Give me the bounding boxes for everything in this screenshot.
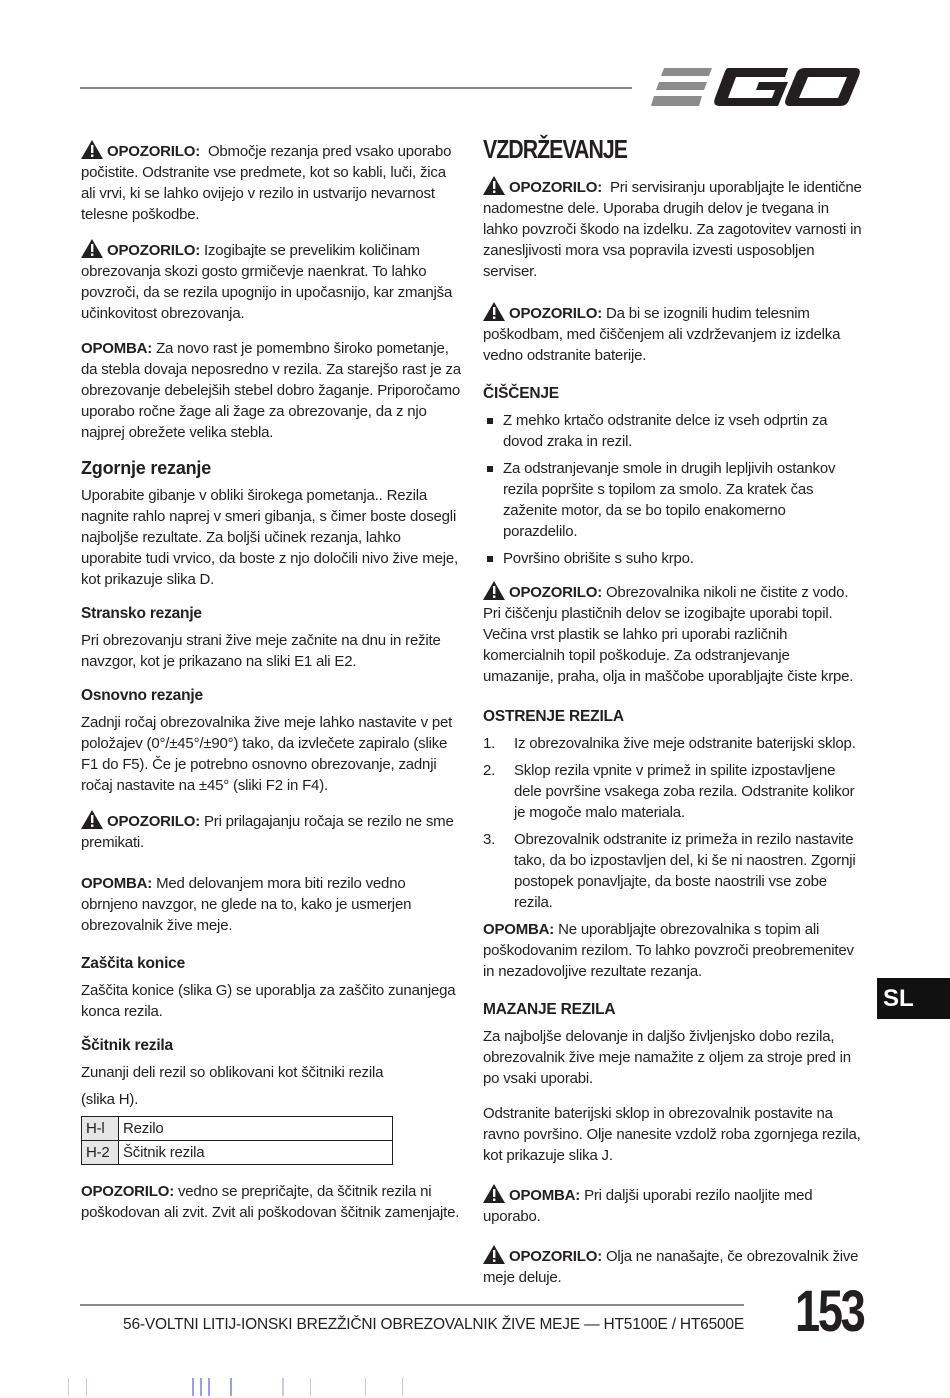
warning-text: Območje rezanja pred vsako uporabo počistite. Odstranite vse predmete, kot so kabli, luči, žica ali vrvi, ki se lahko ovijejo v rezilo in ustvarijo nevarnost telesne poškodbe. xyxy=(81,143,452,223)
warning-text: Izogibajte se prevelikim količinam obrezovanja skozi gosto grmičevje naenkrat. To lahko povzroči, da se rezila upognijo in upočasnijo, kar zmanjša učinkovitost obrezovanja. xyxy=(81,242,453,322)
warning-no-water xyxy=(483,581,863,687)
list-number: 2. xyxy=(483,762,496,779)
warning-text: Da bi se izognili hudim telesnim poškodbam, med čiščenjem ali vzdrževanjem iz izdelka vedno odstranite baterije. xyxy=(483,305,841,364)
note-label: OPOMBA: xyxy=(483,921,555,938)
left-column xyxy=(81,140,461,1237)
warning-icon xyxy=(81,140,103,159)
list-item xyxy=(483,760,863,823)
table-value: Ščitnik rezila xyxy=(119,1141,393,1165)
note-label: OPOMBA: xyxy=(509,1187,581,1204)
footer-title: 56-VOLTNI LITIJ-IONSKI BREZŽIČNI OBREZOVALNIK ŽIVE MEJE — HT5100E / HT6500E xyxy=(123,1316,744,1333)
warning-icon xyxy=(483,302,505,321)
header-rule xyxy=(80,87,632,89)
note-text: Ne uporabljajte obrezovalnika s topim ali poškodovanim rezilom. To lahko povzroči preobremenitev in nezadovoljive rezultate rezanja. xyxy=(483,921,854,980)
note-text: Pri daljši uporabi rezilo naoljite med uporabo. xyxy=(483,1187,813,1225)
ego-logo xyxy=(650,62,862,112)
crop-mark xyxy=(365,1378,366,1396)
warning-label: OPOZORILO: xyxy=(509,305,602,322)
crop-mark xyxy=(310,1378,311,1396)
table-value: Rezilo xyxy=(119,1117,393,1141)
warning-label: OPOZORILO: xyxy=(509,1248,602,1265)
warning-icon xyxy=(483,176,505,195)
top-cutting-text: Uporabite gibanje v obliki širokega pometanja.. Rezila nagnite rahlo naprej v smeri gibanja, s čimer boste dosegli najboljše rezultate. Za boljši učinek rezanja, lahko uporabite tudi vrvico, da boste z njo določili nivo žive meje, kot prikazuje slika D. xyxy=(81,487,458,588)
heading-sharpening: OSTRENJE REZILA xyxy=(483,708,624,725)
note-label: OPOMBA: xyxy=(81,340,153,357)
warning-dense-brush xyxy=(81,239,461,324)
crop-mark xyxy=(282,1378,284,1396)
warning-remove-battery xyxy=(483,302,863,366)
list-text: Sklop rezila vpnite v primež in spilite izpostavljene dele površine vsakega zoba rezila. Odstranite kolikor je mogoče malo materiala. xyxy=(514,762,855,821)
cleaning-list xyxy=(483,410,863,569)
lubrication-text-2: Odstranite baterijski sklop in obrezovalnik postavite na ravno površino. Olje nanesite vzdolž roba zgornjega rezila, kot prikazuje slika J. xyxy=(483,1105,861,1164)
table-key: H-l xyxy=(82,1117,119,1141)
tip-guard-text: Zaščita konice (slika G) se uporablja za zaščito zunanjega konca rezila. xyxy=(81,982,456,1020)
warning-text: Pri servisiranju uporabljajte le identične nadomestne dele. Uporaba drugih delov je tvegana in lahko povzroči škodo na izdelku. Za zagotovitev varnosti in zanesljivosti mora vsa popravila izvesti usposobljen serviser. xyxy=(483,179,862,280)
warning-handle-adjust xyxy=(81,810,461,853)
warning-label: OPOZORILO: xyxy=(107,242,200,259)
list-text: Iz obrezovalnika žive meje odstranite baterijski sklop. xyxy=(514,735,856,752)
note-text: Za novo rast je pomembno široko pometanje, da stebla dovaja neposredno v rezila. Za starejšo rast je za obrezovanje debelejših stebel dobro žaganje. Priporočamo uporabo ročne žage ali žage za obrezovanje, da z njo najprej obrežete velika stebla. xyxy=(81,340,461,441)
warning-icon xyxy=(483,1184,505,1203)
list-item xyxy=(483,829,863,913)
table-row xyxy=(82,1117,393,1141)
footer-rule xyxy=(80,1304,744,1306)
warning-icon xyxy=(81,810,103,829)
list-item xyxy=(483,733,863,754)
heading-side-cutting: Stransko rezanje xyxy=(81,605,202,622)
heading-basic-cutting: Osnovno rezanje xyxy=(81,687,203,704)
note-extended-use xyxy=(483,1184,863,1227)
crop-mark xyxy=(192,1378,194,1396)
heading-maintenance: VZDRŽEVANJE xyxy=(483,134,627,164)
heading-cleaning: ČIŠČENJE xyxy=(483,385,559,402)
table-row xyxy=(82,1141,393,1165)
warning-text: Obrezovalnika nikoli ne čistite z vodo. Pri čiščenju plastičnih delov se izogibajte uporabi topil. Večina vrst plastik se lahko pri uporabi različnih komercialnih topil poškoduje. Za odstranjevanje umazanije, praha, olja in maščobe uporabljajte čiste krpe. xyxy=(483,584,854,685)
heading-tip-guard: Zaščita konice xyxy=(81,955,186,972)
warning-label: OPOZORILO: xyxy=(107,813,200,830)
crop-mark xyxy=(200,1378,202,1396)
list-number: 3. xyxy=(483,831,496,848)
crop-mark xyxy=(208,1378,210,1396)
heading-lubrication: MAZANJE REZILA xyxy=(483,1001,616,1018)
warning-replacement-parts xyxy=(483,176,863,282)
warning-clear-area xyxy=(81,140,461,225)
language-tab: SL xyxy=(877,978,950,1019)
warning-text: Olja ne nanašajte, če obrezovalnik žive meje deluje. xyxy=(483,1248,859,1286)
page-number: 153 xyxy=(795,1279,864,1344)
list-item: Površino obrišite s suho krpo. xyxy=(483,548,863,569)
warning-text: Pri prilagajanju ročaja se rezilo ne sme premikati. xyxy=(81,813,454,851)
note-sweeping xyxy=(81,338,461,443)
heading-blade-guard: Ščitnik rezila xyxy=(81,1037,173,1054)
note-blade-orientation xyxy=(81,873,461,936)
warning-guard-damage xyxy=(81,1181,461,1223)
warning-label: OPOZORILO: xyxy=(81,1183,174,1200)
warning-text: vedno se prepričajte, da ščitnik rezila ni poškodovan ali zvit. Zvit ali poškodovan ščitnik zamenjajte. xyxy=(81,1183,460,1221)
list-item: Z mehko krtačo odstranite delce iz vseh odprtin za dovod zraka in rezil. xyxy=(483,410,863,452)
blade-guard-text: Zunanji deli rezil so oblikovani kot ščitniki rezila xyxy=(81,1064,384,1081)
table-key: H-2 xyxy=(82,1141,119,1165)
warning-icon xyxy=(81,239,103,258)
list-number: 1. xyxy=(483,735,496,752)
list-text: Obrezovalnik odstranite iz primeža in rezilo nastavite tako, da bo izpostavljen del, ki še ni naostren. Zgornji postopek ponavljajte, da boste naostrili vse zobe rezila. xyxy=(514,831,856,911)
warning-icon xyxy=(483,581,505,600)
lubrication-text-1: Za najboljše delovanje in daljšo življenjsko dobo rezila, obrezovalnik žive meje namažite z oljem za stroje pred in po vsaki uporabi. xyxy=(483,1028,851,1087)
warning-label: OPOZORILO: xyxy=(509,179,602,196)
crop-mark xyxy=(68,1378,69,1396)
blade-guard-figure-ref: (slika H). xyxy=(81,1091,139,1108)
right-column xyxy=(483,134,863,1302)
list-item: Za odstranjevanje smole in drugih lepljivih ostankov rezila popršite s topilom za smolo. Za kratek čas zaženite motor, da se bo topilo enakomerno porazdelilo. xyxy=(483,458,863,542)
warning-label: OPOZORILO: xyxy=(509,584,602,601)
side-cutting-text: Pri obrezovanju strani žive meje začnite na dnu in režite navzgor, kot je prikazano na sliki E1 ali E2. xyxy=(81,632,441,670)
crop-mark xyxy=(402,1378,403,1396)
crop-mark xyxy=(230,1378,232,1396)
note-label: OPOMBA: xyxy=(81,875,153,892)
warning-label: OPOZORILO: xyxy=(107,143,200,160)
note-text: Med delovanjem mora biti rezilo vedno obrnjeno navzgor, ne glede na to, kako je usmerjen obrezovalnik žive meje. xyxy=(81,875,412,934)
basic-cutting-text: Zadnji ročaj obrezovalnika žive meje lahko nastavite v pet položajev (0°/±45°/±90°) tako, da izvlečete zapiralo (slike F1 do F5). Če je potrebno osnovno obrezovanje, zadnji ročaj nastavite na ±45° (sliki F2 in F4). xyxy=(81,714,453,794)
crop-mark xyxy=(86,1378,87,1396)
sharpening-list xyxy=(483,733,863,913)
blade-guard-table xyxy=(81,1116,393,1165)
heading-top-cutting: Zgornje rezanje xyxy=(81,458,212,478)
note-dull-blade xyxy=(483,919,863,982)
warning-icon xyxy=(483,1245,505,1264)
